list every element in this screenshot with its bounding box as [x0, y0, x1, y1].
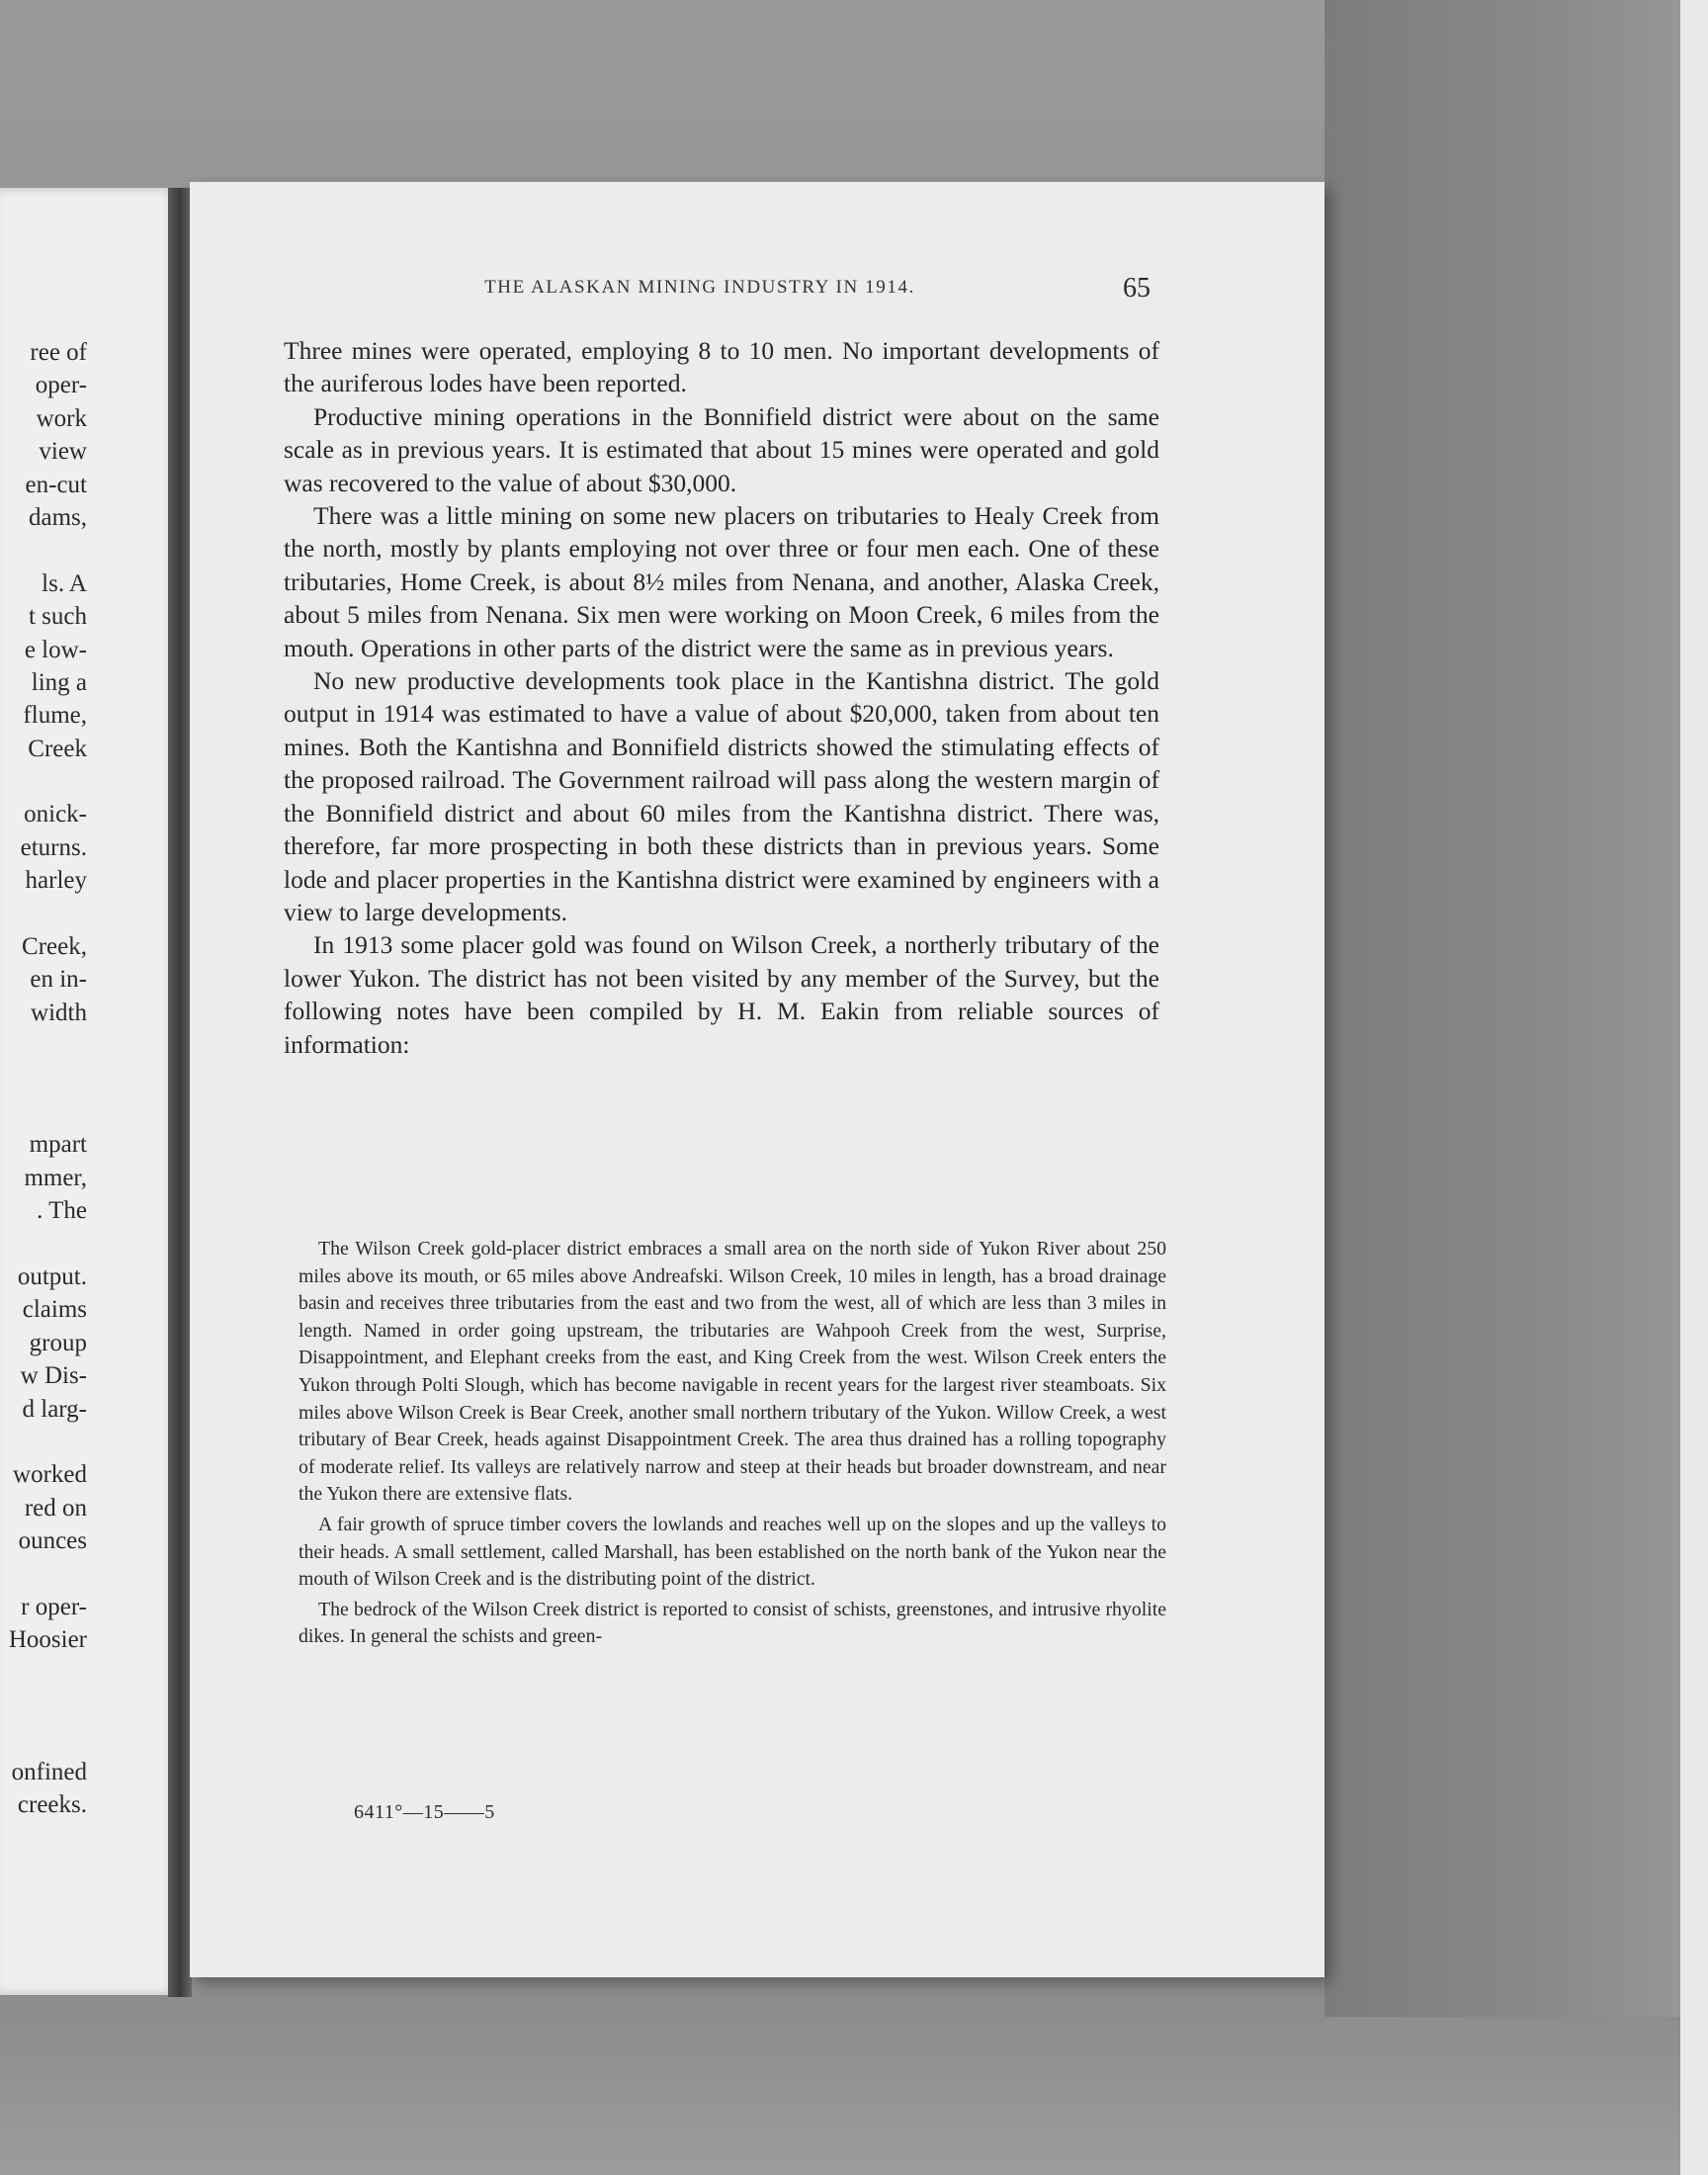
scanner-background-right: [1324, 0, 1708, 2175]
left-page-line: mpart: [29, 1131, 87, 1159]
paragraph: Productive mining operations in the Bonnifield district were about on the same scale as in previous years. It is estimated that about 15 mines were operated and gold was recovered to the value of about $30,000.: [284, 401, 1159, 497]
left-page-line: d larg-: [22, 1395, 87, 1423]
left-page-line: en-cut: [25, 471, 87, 498]
book-gutter: [168, 188, 192, 1997]
left-page-line: creeks.: [17, 1791, 87, 1819]
left-page-line: Hoosier: [8, 1626, 87, 1654]
left-page-line: [0, 1228, 87, 1261]
left-page-line: r oper-: [21, 1593, 87, 1620]
left-page-line: [0, 534, 87, 566]
left-page-line: [0, 1426, 87, 1458]
left-page-line: en in-: [30, 966, 87, 994]
scan-right-edge: [1680, 0, 1708, 2175]
left-page-line: harley: [25, 867, 87, 895]
left-page-line: group: [29, 1329, 87, 1356]
printer-signature: 6411°—15——5: [354, 1801, 495, 1823]
left-page-line: width: [31, 999, 87, 1026]
paragraph: In 1913 some placer gold was found on Wilson Creek, a northerly tributary of the lower Yukon. The district has not been visited by any member of the Survey, but the following notes have been compiled by H. M. Eakin from reliable sources of information:: [284, 930, 1159, 1059]
left-page-text-fragments: [0, 336, 87, 1822]
left-page-line: worked: [13, 1461, 87, 1489]
left-page-line: onfined: [11, 1758, 87, 1785]
left-page-line: [0, 1690, 87, 1722]
left-page-line: work: [36, 404, 87, 432]
left-page-line: Creek: [28, 735, 87, 762]
left-page-line: e low-: [24, 636, 87, 663]
left-page-line: mmer,: [24, 1164, 87, 1191]
left-page-line: [0, 898, 87, 930]
left-page-line: [0, 1557, 87, 1590]
paragraph: There was a little mining on some new placers on tributaries to Healy Creek from the north, mostly by plants employing not over three or four men each. One of these tributaries, Home Creek, is about 8½ miles from Nenana, and another, Alaska Creek, about 5 miles from Nenana. Six men were working on Moon Creek, 6 miles from the mouth. Operations in other parts of the district were the same as in previous years.: [284, 501, 1159, 662]
quoted-paragraph: The bedrock of the Wilson Creek district is reported to consist of schists, greenstones, and intrusive rhyolite dikes. In general the schists and green-: [299, 1598, 1166, 1648]
left-page-line: . The: [37, 1197, 87, 1225]
left-page-line: Creek,: [22, 933, 87, 961]
left-page-line: view: [39, 438, 87, 466]
quoted-notes: [299, 1236, 1166, 1654]
left-page-line: output.: [17, 1262, 87, 1290]
left-page-line: ling a: [31, 668, 87, 696]
quoted-paragraph: The Wilson Creek gold-placer district embraces a small area on the north side of Yukon River about 250 miles above its mouth, or 65 miles above Andreafski. Wilson Creek, 10 miles in length, has a broad drainage basin and receives three tributaries from the east and two from the west, all of which are less than 3 miles in length. Named in order going upstream, the tributaries are Wahpooh Creek from the west, Surprise, Disappointment, and Elephant creeks from the east, and King Creek from the west. Wilson Creek enters the Yukon through Polti Slough, which has become navigable in recent years for the largest river steamboats. Six miles above Wilson Creek is Bear Creek, another small northern tributary of the Yukon. Willow Creek, a west tributary of Bear Creek, heads against Disappointment Creek. The area thus drained has a rolling topography of moderate relief. Its valleys are relatively narrow and steep at their heads but broader downstream, and near the Yukon there are extensive flats.: [299, 1238, 1166, 1506]
quoted-paragraph: A fair growth of spruce timber covers the lowlands and reaches well up on the slopes and up the valleys to their heads. A small settlement, called Marshall, has been established on the north bank of the Yukon near the mouth of Wilson Creek and is the distributing point of the district.: [299, 1513, 1166, 1591]
left-page-line: dams,: [28, 503, 87, 531]
left-page-line: [0, 1657, 87, 1690]
left-page-line: w Dis-: [20, 1362, 87, 1390]
left-page-line: [0, 1063, 87, 1095]
left-page-line: onick-: [24, 801, 87, 828]
scanner-background-bottom: [0, 2017, 1708, 2175]
left-page-line: t such: [28, 603, 87, 631]
left-page-line: [0, 765, 87, 798]
left-page-line: eturns.: [20, 833, 87, 861]
left-page-line: [0, 1029, 87, 1062]
left-page-line: flume,: [23, 702, 87, 730]
left-page-line: ls. A: [42, 569, 87, 597]
paragraph: Three mines were operated, employing 8 to 10 men. No important developments of the auriferous lodes have been reported.: [284, 336, 1159, 398]
left-page-line: ree of: [30, 339, 87, 366]
page-number: 65: [1123, 273, 1151, 304]
left-page-line: claims: [22, 1296, 87, 1324]
left-page-line: oper-: [35, 372, 87, 399]
left-page-line: [0, 1722, 87, 1755]
left-page-line: ounces: [18, 1527, 87, 1555]
left-page-line: [0, 1095, 87, 1128]
running-head: THE ALASKAN MINING INDUSTRY IN 1914.: [484, 277, 915, 298]
left-facing-page: [0, 188, 178, 1995]
left-page-line: red on: [24, 1494, 87, 1522]
paragraph: No new productive developments took place in the Kantishna district. The gold output in 1914 was estimated to have a value of about $20,000, taken from about ten mines. Both the Kantishna and Bonnifield districts showed the stimulating effects of the proposed railroad. The Government railroad will pass along the western margin of the Bonnifield district and about 60 miles from the Kantishna district. There was, therefore, far more prospecting in both these districts than in previous years. Some lode and placer properties in the Kantishna district were examined by engineers with a view to large developments.: [284, 666, 1159, 926]
body-text: [284, 334, 1159, 1061]
